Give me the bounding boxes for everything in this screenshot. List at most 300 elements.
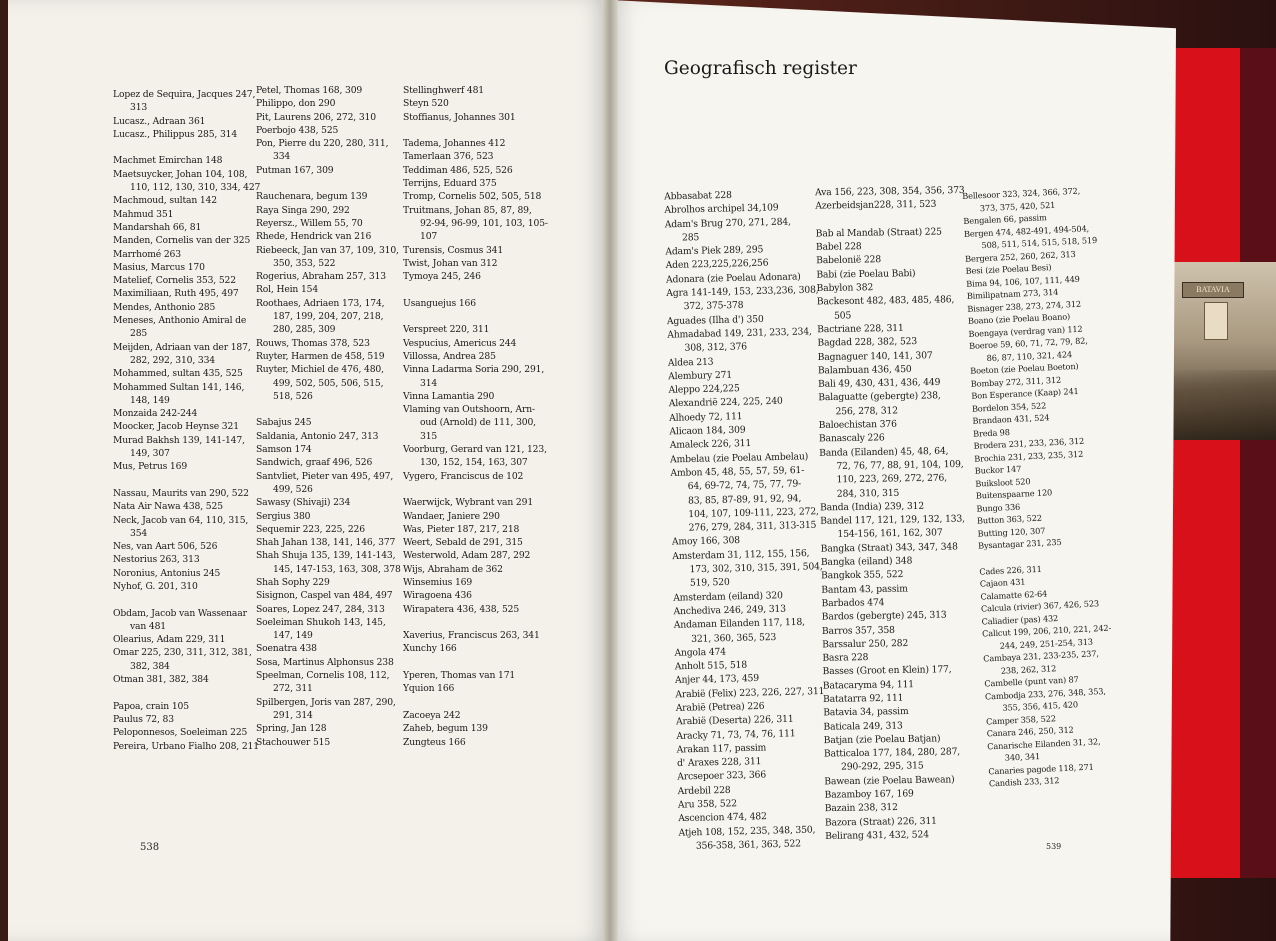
index-entry: Mendes, Anthonio 285 [113,301,216,313]
index-entry: Bon Esperance (Kaap) 241 [971,385,1079,401]
index-entry: Nestorius 263, 313 [113,554,200,566]
index-entry: Pon, Pierre du 220, 280, 311, [256,138,389,150]
index-entry: Mohammed, sultan 435, 525 [113,368,243,380]
index-entry-continuation: van 481 [130,620,166,632]
cover-illustration-landscape [1168,370,1276,440]
index-entry: Vygero, Franciscus de 102 [403,470,524,482]
index-entry: Banascaly 226 [818,432,885,445]
index-entry: Ahmadabad 149, 231, 233, 234, [667,326,812,341]
index-entry: Terrijns, Eduard 375 [403,178,497,190]
index-entry: Andaman Eilanden 117, 118, [673,616,805,632]
right-index-column-1 [664,187,831,854]
index-entry-continuation: 356-358, 361, 363, 522 [695,838,802,852]
index-entry: Baloechistan 376 [818,418,897,432]
index-entry: Bandel 117, 121, 129, 132, 133, [820,513,965,528]
book-cover-edge [1240,48,1276,878]
index-entry: Twist, Johan van 312 [403,257,498,269]
index-entry: Bazain 238, 312 [824,802,898,815]
index-entry: Sequemir 223, 225, 226 [256,523,365,535]
index-entry: Balaguatte (gebergte) 238, [818,390,941,404]
index-entry: Xunchy 166 [403,643,457,655]
index-entry: Calcula (rivier) 367, 426, 523 [980,598,1100,614]
index-entry: Aden 223,225,226,256 [665,257,769,272]
index-gap [403,283,548,296]
index-entry: Meneses, Anthonio Amiral de [113,315,247,327]
index-entry: Wandaer, Janiere 290 [403,510,500,522]
index-entry: Manden, Cornelis van der 325 [113,235,251,247]
index-entry: Vespucius, Americus 244 [403,337,517,349]
index-entry: Reyersz., Willem 55, 70 [256,217,363,229]
index-entry: Steyn 520 [403,98,449,110]
index-entry-continuation: 284, 310, 315 [836,487,900,500]
index-entry: Bantam 43, passim [821,582,908,596]
index-entry: Shah Shuja 135, 139, 141-143, [256,550,396,562]
index-entry: Aldea 213 [667,355,714,369]
index-entry: Arakan 117, passim [676,742,767,756]
index-entry: Bangkok 355, 522 [821,569,904,582]
index-gap [113,593,260,606]
index-entry-continuation: 314 [420,377,438,389]
index-entry: Ambon 45, 48, 55, 57, 59, 61- [670,464,805,479]
index-entry-continuation: 147, 149 [273,630,313,642]
index-entry: Turensis, Cosmus 341 [403,244,504,256]
index-entry: Sandwich, graaf 496, 526 [256,457,373,469]
index-entry: d' Araxes 228, 311 [676,755,762,770]
index-entry: Batatarra 92, 111 [822,692,904,706]
index-entry-continuation: 276, 279, 284, 311, 313-315 [688,519,817,534]
index-entry: Samson 174 [256,444,312,456]
index-entry: Lucasz., Adraan 361 [113,115,206,127]
index-entry: Ardebil 228 [677,784,731,797]
index-entry: Pit, Laurens 206, 272, 310 [256,111,376,123]
index-entry: Shah Jahan 138, 141, 146, 377 [256,537,396,549]
index-entry: Brodera 231, 233, 236, 312 [973,435,1085,451]
index-entry: Candish 233, 312 [988,775,1060,789]
index-entry: Bellesoor 323, 324, 366, 372, [962,185,1081,201]
index-entry-continuation: oud (Arnold) de 111, 300, [420,417,536,429]
left-index-column-3 [403,84,548,749]
index-entry: Sisignon, Caspel van 484, 497 [256,590,393,602]
index-entry: Babel 228 [815,241,862,254]
index-entry: Babelonië 228 [816,254,882,267]
index-entry: Nes, van Aart 506, 526 [113,541,218,553]
index-entry: Alhoedy 72, 111 [669,410,743,424]
index-entry-continuation: 92-94, 96-99, 101, 103, 105- [420,217,548,229]
index-entry-continuation: 313 [130,102,148,114]
index-entry-continuation: 238, 262, 312 [1000,663,1057,676]
index-entry: Boengaya (verdrag van) 112 [968,323,1083,339]
index-entry: Amaleck 226, 311 [669,438,752,452]
index-entry: Batjan (zie Poelau Batjan) [823,732,941,747]
index-entry: Papoa, crain 105 [113,700,189,712]
index-entry: Teddiman 486, 525, 526 [403,164,513,176]
index-gap [256,177,401,190]
index-entry: Ascencion 474, 482 [678,811,767,825]
index-entry: Petel, Thomas 168, 309 [256,85,363,96]
index-entry: Buckor 147 [974,463,1022,476]
index-entry: Riebeeck, Jan van 37, 109, 310, [256,244,399,256]
index-entry: Mandarshah 66, 81 [113,221,202,233]
index-entry: Aru 358, 522 [677,798,738,811]
index-entry: Stachouwer 515 [256,736,331,748]
index-entry: Meijden, Adriaan van der 187, [113,341,251,353]
index-entry: Spring, Jan 128 [256,723,327,735]
index-entry: Nata Air Nawa 438, 525 [113,501,223,513]
index-entry-continuation: 280, 285, 309 [273,324,336,336]
index-entry: Anjer 44, 173, 459 [675,673,760,687]
index-entry-continuation: 72, 76, 77, 88, 91, 104, 109, [836,458,964,472]
index-entry: Stoffianus, Johannes 301 [403,111,516,123]
index-entry: Canara 246, 250, 312 [986,724,1074,739]
index-entry: Amoy 166, 308 [671,535,741,549]
index-entry: Adonara (zie Poelau Adonara) [665,270,801,286]
index-entry: Wirapatera 436, 438, 525 [403,603,520,615]
index-entry-continuation: 104, 107, 109-111, 223, 272, [688,505,819,521]
index-entry-continuation: 508, 511, 514, 515, 518, 519 [981,234,1098,251]
index-entry: Masius, Marcus 170 [113,261,205,273]
index-entry: Cambaya 231, 233-235, 237, [983,648,1099,664]
index-entry-continuation: 256, 278, 312 [835,404,898,418]
index-entry: Bimilipatnam 273, 314 [966,286,1059,301]
index-entry: Saldania, Antonio 247, 313 [256,430,379,442]
index-entry: Canaries pagode 118, 271 [988,761,1094,777]
left-index-column-2 [256,84,401,749]
index-entry: Omar 225, 230, 311, 312, 381, [113,647,252,659]
index-entry-continuation: 354 [130,527,148,539]
index-entry: Amsterdam (eiland) 320 [673,589,783,604]
index-entry: Button 363, 522 [976,512,1043,526]
index-entry: Bordelon 354, 522 [971,399,1047,414]
index-entry: Shah Sophy 229 [256,576,330,588]
index-entry-continuation: 315 [420,430,438,442]
index-entry: Boeroe 59, 60, 71, 72, 79, 82, [968,335,1088,351]
index-entry: Basra 228 [822,651,869,664]
index-entry-continuation: 372, 375-378 [683,299,744,313]
index-gap [113,141,260,154]
index-entry: Boano (zie Poelau Boano) [967,311,1071,326]
index-entry-continuation: 382, 384 [130,660,170,672]
index-entry-continuation: 290-292, 295, 315 [841,760,924,774]
index-entry: Paulus 72, 83 [113,713,174,725]
index-entry: Atjeh 108, 152, 235, 348, 350, [678,823,816,839]
right-index-column-2 [815,184,975,844]
index-entry: Matelief, Cornelis 353, 522 [113,275,236,287]
index-entry-continuation: 285 [130,328,148,340]
index-entry: Zaheb, begum 139 [403,723,488,735]
index-gap [113,686,260,699]
index-entry: Arabië (Deserta) 226, 311 [675,713,794,728]
index-entry: Basses (Groot en Klein) 177, [822,664,952,678]
index-entry: Alexandrië 224, 225, 240 [668,395,783,410]
index-entry: Bab al Mandab (Straat) 225 [815,226,942,240]
index-entry: Mohammed Sultan 141, 146, [113,381,245,393]
index-entry: Ruyter, Harmen de 458, 519 [256,350,385,362]
index-entry: Yperen, Thomas van 171 [403,670,516,682]
index-entry-continuation: 308, 312, 376 [684,341,748,355]
index-entry: Aleppo 224,225 [668,382,740,397]
index-entry: Brandaon 431, 524 [972,412,1050,426]
cover-illustration [1168,262,1276,440]
index-entry: Voorburg, Gerard van 121, 123, [403,444,547,456]
index-entry: Sergius 380 [256,510,311,522]
index-entry-continuation: 244, 249, 251-254, 313 [999,636,1094,651]
index-entry: Mahmud 351 [113,208,174,220]
index-entry: Barbados 474 [821,596,885,610]
index-entry: Tadema, Johannes 412 [403,138,506,150]
index-entry: Bergen 474, 482-491, 494-504, [963,222,1090,239]
index-entry: Agra 141-149, 153, 233,236, 308, [666,284,819,300]
index-entry: Batacaryma 94, 111 [822,678,915,692]
index-entry: Moocker, Jacob Heynse 321 [113,421,239,433]
index-entry: Bagnaguer 140, 141, 307 [817,349,933,363]
index-entry: Lopez de Sequira, Jacques 247, [113,89,256,100]
index-entry: Azerbeidsjan228, 311, 523 [815,198,937,213]
index-entry-continuation: 86, 87, 110, 321, 424 [986,348,1073,363]
index-gap [403,656,548,669]
index-entry: Stellinghwerf 481 [403,85,484,96]
index-entry: Tymoya 245, 246 [403,271,481,283]
index-entry-continuation: 340, 341 [1004,751,1041,763]
index-entry-continuation: 373, 375, 420, 521 [979,199,1056,213]
index-entry: Soenatra 438 [256,643,317,655]
index-entry: Maximiliaan, Ruth 495, 497 [113,288,239,300]
index-entry: Xaverius, Franciscus 263, 341 [403,630,540,642]
index-entry: Batavia 34, passim [823,706,909,719]
index-entry: Bisnager 238, 273, 274, 312 [967,298,1082,314]
index-entry: Was, Pieter 187, 217, 218 [403,523,520,535]
book-gutter [602,0,618,941]
index-entry: Abrolhos archipel 34,109 [664,202,779,217]
index-entry: Wiragoena 436 [403,590,472,602]
index-entry-continuation: 518, 526 [273,390,313,402]
index-entry: Balambuan 436, 450 [817,363,912,377]
index-entry-continuation: 173, 302, 310, 315, 391, 504, [689,560,823,576]
index-entry: Bangka (Straat) 343, 347, 348 [820,540,958,555]
index-entry: Villossa, Andrea 285 [403,350,496,362]
index-entry: Bungo 336 [976,501,1021,514]
index-entry: Brochia 231, 233, 235, 312 [973,448,1084,464]
index-entry-continuation: 519, 520 [689,576,730,590]
index-entry: Philippo, don 290 [256,98,336,110]
index-entry-continuation: 64, 69-72, 74, 75, 77, 79- [687,478,802,493]
index-entry: Camper 358, 522 [985,713,1057,727]
index-entry-continuation: 107 [420,231,438,243]
index-entry: Bagdad 228, 382, 523 [817,336,918,349]
index-entry: Peloponnesos, Soeleiman 225 [113,727,248,739]
index-entry: Marrhomé 263 [113,248,181,260]
index-entry: Arcsepoer 323, 366 [677,769,767,784]
index-entry: Cambodja 233, 276, 348, 353, [984,685,1106,702]
index-entry-continuation: 272, 311 [273,683,313,695]
index-entry: Bangka (eiland) 348 [820,555,913,569]
index-entry: Vlaming van Outshoorn, Arn- [403,404,535,416]
index-entry: Rol, Hein 154 [256,284,319,296]
index-entry: Obdam, Jacob van Wassenaar [113,607,247,619]
index-entry: Aracky 71, 73, 74, 76, 111 [676,727,796,742]
index-entry: Machmet Emirchan 148 [113,155,223,167]
index-entry: Calamatte 62-64 [980,588,1048,602]
index-entry: Backesont 482, 483, 485, 486, [816,294,955,308]
index-entry-continuation: 350, 353, 522 [273,257,336,269]
index-entry: Cajaon 431 [979,576,1026,589]
index-entry: Murad Bakhsh 139, 141-147, [113,434,245,446]
index-entry: Nassau, Maurits van 290, 522 [113,487,249,499]
cover-illustration-tower [1204,302,1228,340]
index-entry-continuation: 149, 307 [130,448,170,460]
index-entry: Rogerius, Abraham 257, 313 [256,271,386,283]
index-entry-continuation: 154-156, 161, 162, 307 [837,527,943,541]
index-entry: Bengalen 66, passim [963,212,1047,226]
register-title: Geografisch register [664,58,857,79]
index-entry: Monzaida 242-244 [113,408,198,420]
index-entry: Bardos (gebergte) 245, 313 [821,609,947,623]
index-entry: Lucasz., Philippus 285, 314 [113,128,238,140]
index-entry: Bali 49, 430, 431, 436, 449 [818,376,941,391]
index-entry: Aguades (Ilha d') 350 [666,313,764,327]
index-entry: Barssalur 250, 282 [822,637,909,651]
index-entry: Sabajus 245 [256,417,312,429]
index-entry: Ava 156, 223, 308, 354, 356, 373 [815,184,965,199]
index-entry: Babylon 382 [816,282,874,295]
index-entry: Tromp, Cornelis 502, 505, 518 [403,191,542,203]
index-entry: Cambelle (punt van) 87 [984,674,1079,689]
index-entry-continuation: 355, 356, 415, 420 [1002,699,1079,713]
index-entry: Anholt 515, 518 [674,659,748,673]
index-entry: Caliadier (pas) 432 [981,612,1059,627]
index-entry: Westerwold, Adam 287, 292 [403,550,531,562]
index-entry-continuation: 285 [681,231,700,244]
index-gap [256,403,401,416]
index-entry: Soares, Lopez 247, 284, 313 [256,603,385,615]
index-entry-continuation: 110, 112, 130, 310, 334, 427 [130,182,261,194]
index-entry: Rhede, Hendrick van 216 [256,231,372,243]
left-index-column-1 [113,88,260,753]
index-entry: Banda (India) 239, 312 [819,500,925,514]
index-entry-continuation: 83, 85, 87-89, 91, 92, 94, [687,492,802,507]
index-entry: Bazamboy 167, 169 [824,788,914,801]
index-entry: Batticaloa 177, 184, 280, 287, [823,746,961,760]
index-entry: Nyhof, G. 201, 310 [113,580,198,592]
index-entry-continuation: 148, 149 [130,394,170,406]
index-entry: Anchediva 246, 249, 313 [673,603,786,618]
index-entry-continuation: 145, 147-153, 163, 308, 378 [273,563,401,575]
index-entry: Bactriane 228, 311 [817,322,904,336]
index-entry: Soeleiman Shukoh 143, 145, [256,616,386,628]
index-gap [403,124,548,137]
index-entry: Bazora (Straat) 226, 311 [824,815,937,829]
index-entry: Maetsuycker, Johan 104, 108, [113,168,248,180]
index-entry-continuation: 110, 223, 269, 272, 276, [836,472,948,486]
index-entry: Buitenspaarne 120 [975,487,1053,501]
index-entry: Banda (Eilanden) 45, 48, 64, [819,445,949,459]
index-gap [403,616,548,629]
index-entry: Baticala 249, 313 [823,719,903,733]
index-entry: Roothaes, Adriaen 173, 174, [256,297,385,309]
index-entry: Noronius, Antonius 245 [113,567,221,579]
index-entry: Amsterdam 31, 112, 155, 156, [672,547,810,562]
index-entry: Angola 474 [674,646,726,659]
right-index-column-3 [962,184,1122,790]
index-entry: Bombay 272, 311, 312 [970,374,1062,389]
index-entry: Verspreet 220, 311 [403,324,490,336]
index-entry: Calicut 199, 206, 210, 221, 242- [981,622,1112,639]
index-entry: Barros 357, 358 [821,624,895,637]
index-entry: Alicaon 184, 309 [669,424,746,438]
index-gap [403,696,548,709]
index-entry-continuation: 499, 502, 505, 506, 515, [273,377,384,389]
index-entry: Tamerlaan 376, 523 [403,151,494,163]
index-entry: Neck, Jacob van 64, 110, 315, [113,514,249,526]
index-entry: Buiksloot 520 [975,475,1031,489]
index-entry: Breda 98 [972,426,1010,439]
index-entry: Besi (zie Poelau Besi) [965,262,1052,276]
index-entry: Bawean (zie Poelau Bawean) [824,773,955,788]
index-entry-continuation: 130, 152, 154, 163, 307 [420,457,528,469]
index-entry: Wijs, Abraham de 362 [403,563,503,575]
index-entry: Pereira, Urbano Fialho 208, 211 [113,740,259,752]
index-entry: Bysantagar 231, 235 [977,536,1062,551]
index-entry: Cades 226, 311 [979,563,1042,577]
index-entry: Abbasabat 228 [664,189,732,203]
index-entry: Usanguejus 166 [403,297,476,309]
index-entry: Adam's Brug 270, 271, 284, [664,215,791,231]
index-entry: Sosa, Martinus Alphonsus 238 [256,656,394,668]
index-entry: Zungteus 166 [403,736,466,748]
index-entry: Belirang 431, 432, 524 [825,829,929,842]
index-entry: Ambelau (zie Poelau Ambelau) [669,450,809,466]
cover-illustration-banner: BATAVIA [1182,282,1244,298]
index-entry: Weert, Sebald de 291, 315 [403,537,523,549]
index-entry: Canarische Eilanden 31, 32, [987,736,1101,752]
index-entry: Zacoeya 242 [403,709,461,721]
index-entry-continuation: 187, 199, 204, 207, 218, [273,311,384,323]
index-entry: Arabië (Petrea) 226 [675,700,765,715]
index-entry: Mus, Petrus 169 [113,461,188,473]
index-entry: Bergera 252, 260, 262, 313 [964,248,1076,264]
index-entry-continuation: 334 [273,151,291,163]
index-entry: Yquion 166 [403,683,455,695]
index-entry-continuation: 499, 526 [273,483,313,495]
index-entry: Otman 381, 382, 384 [113,674,209,686]
index-entry: Spilbergen, Joris van 287, 290, [256,696,396,708]
index-entry: Rouws, Thomas 378, 523 [256,337,370,349]
index-entry: Vinna Lamantia 290 [403,390,495,402]
index-entry: Truitmans, Johan 85, 87, 89, [403,204,532,216]
index-entry: Machmoud, sultan 142 [113,195,217,207]
left-page-number: 538 [140,842,160,853]
index-entry: Adam's Piek 289, 295 [665,244,764,258]
index-entry: Bima 94, 106, 107, 111, 449 [966,273,1080,289]
index-entry: Raya Singa 290, 292 [256,204,350,216]
index-entry: Ruyter, Michiel de 476, 480, [256,364,384,376]
index-entry: Winsemius 169 [403,576,473,588]
index-gap [403,310,548,323]
index-entry: Vinna Ladarma Soria 290, 291, [403,364,545,376]
index-entry-continuation: 321, 360, 365, 523 [691,631,777,645]
index-entry-continuation: 505 [833,309,852,322]
index-entry: Rauchenara, begum 139 [256,191,368,203]
index-gap [113,474,260,487]
index-entry: Putman 167, 309 [256,164,334,176]
index-entry: Santvliet, Pieter van 495, 497, [256,470,394,482]
index-entry-continuation: 282, 292, 310, 334 [130,354,215,366]
index-entry: Waerwijck, Wybrant van 291 [403,497,534,509]
index-entry: Babi (zie Poelau Babi) [816,267,916,281]
index-entry: Alembury 271 [668,369,733,383]
index-entry: Boeton (zie Poelau Boeton) [969,360,1079,376]
index-entry-continuation: 291, 314 [273,709,313,721]
index-entry: Butting 120, 307 [977,525,1046,539]
